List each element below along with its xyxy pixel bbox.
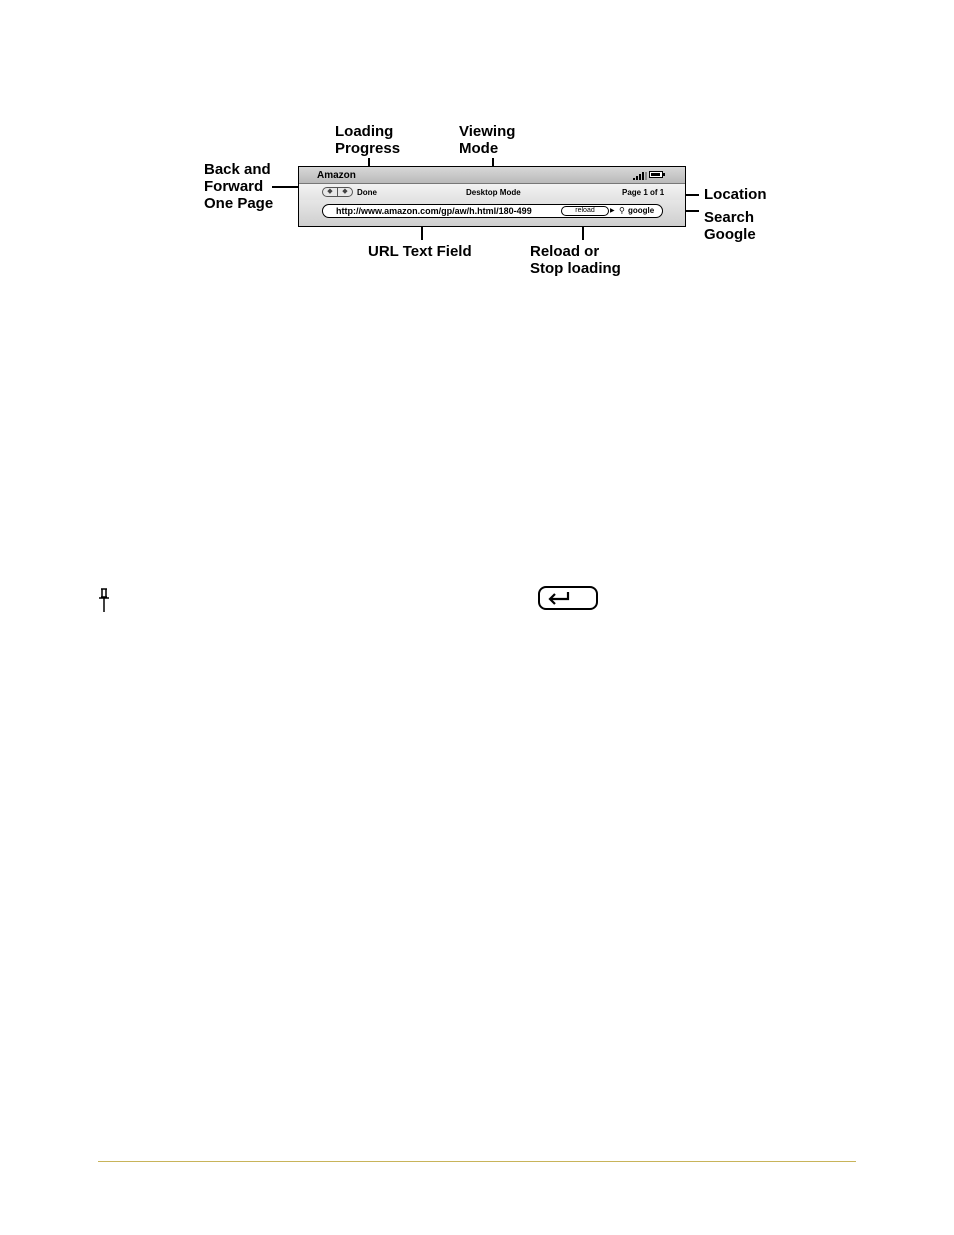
pushpin-icon	[98, 588, 110, 614]
location-indicator: Page 1 of 1	[622, 188, 665, 197]
reload-button[interactable]: reload	[561, 206, 609, 216]
loading-status: Done	[357, 188, 377, 197]
callout-back-forward: Back and Forward One Page	[204, 161, 274, 212]
forward-arrow-icon: ◆	[342, 188, 348, 195]
back-arrow-icon: ◆	[327, 188, 333, 195]
forward-button[interactable]	[337, 188, 352, 196]
magnifier-icon: ⚲	[619, 206, 625, 215]
search-google-field[interactable]: google	[628, 206, 655, 215]
page-title: Amazon	[317, 170, 356, 181]
signal-strength-icon	[633, 172, 647, 180]
footer-rule	[98, 1161, 856, 1162]
callout-search-google: Search Google	[704, 209, 756, 243]
callout-viewing-mode: Viewing Mode	[459, 123, 516, 157]
title-bar	[299, 167, 685, 184]
callout-loading-progress: Loading Progress	[335, 123, 401, 157]
enter-key	[538, 586, 598, 610]
callout-reload-stop: Reload or Stop loading	[530, 243, 621, 277]
viewing-mode[interactable]: Desktop Mode	[466, 188, 521, 197]
nav-buttons	[322, 187, 353, 197]
url-row	[299, 200, 685, 226]
callout-location: Location	[704, 186, 767, 203]
battery-icon	[649, 171, 663, 178]
status-row	[299, 184, 685, 200]
play-arrow-icon: ▶	[610, 208, 615, 214]
url-bar	[322, 204, 663, 218]
callout-url-text-field: URL Text Field	[368, 243, 472, 260]
url-text-field[interactable]	[336, 206, 556, 216]
back-button[interactable]	[323, 188, 337, 196]
enter-key-icon	[546, 590, 572, 606]
browser-toolbar	[298, 166, 686, 227]
